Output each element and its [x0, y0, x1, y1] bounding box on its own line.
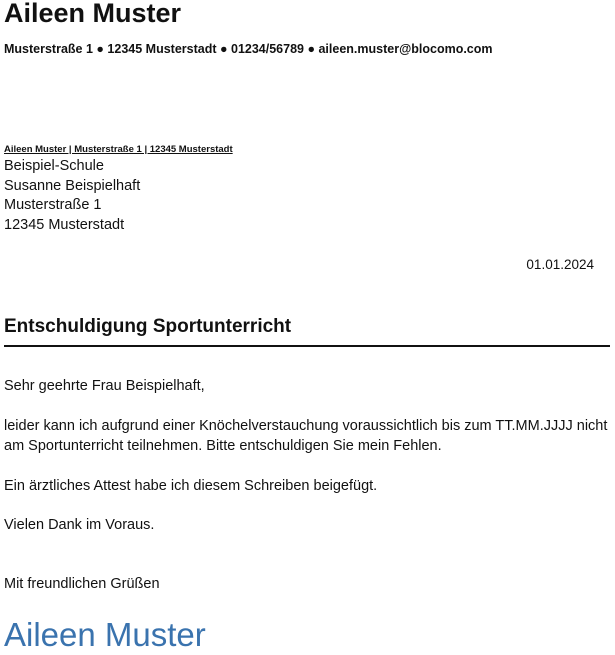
body-paragraph-1: [4, 416, 614, 456]
body-line: leider kann ich aufgrund einer Knöchelverstauchung voraussichtlich bis zum TT.MM.JJJJ nicht: [4, 418, 608, 434]
sender-name-heading: Aileen Muster: [4, 0, 182, 28]
body-line: am Sportunterricht teilnehmen. Bitte entschuldigen Sie mein Fehlen.: [4, 438, 442, 454]
recipient-line: Beispiel-Schule: [4, 158, 104, 174]
recipient-line: Susanne Beispielhaft: [4, 177, 141, 194]
sender-contact-line: Musterstraße 1 ● 12345 Musterstadt ● 01234/56789 ● aileen.muster@blocomo.com: [4, 42, 493, 56]
subject-divider: [4, 345, 610, 347]
body-paragraph-3: Vielen Dank im Voraus.: [4, 517, 155, 533]
recipient-line: Musterstraße 1: [4, 197, 102, 213]
body-paragraph-2: Ein ärztliches Attest habe ich diesem Schreiben beigefügt.: [4, 478, 378, 494]
letter-subject: Entschuldigung Sportunterricht: [4, 316, 292, 337]
letter-date: 01.01.2024: [526, 257, 594, 272]
recipient-address: [4, 157, 140, 235]
sender-return-address: Aileen Muster | Musterstraße 1 | 12345 Musterstadt: [4, 144, 233, 155]
salutation: Sehr geehrte Frau Beispielhaft,: [4, 378, 205, 394]
recipient-line: 12345 Musterstadt: [4, 216, 125, 233]
closing-phrase: Mit freundlichen Grüßen: [4, 576, 160, 592]
signature: Aileen Muster: [4, 616, 206, 653]
